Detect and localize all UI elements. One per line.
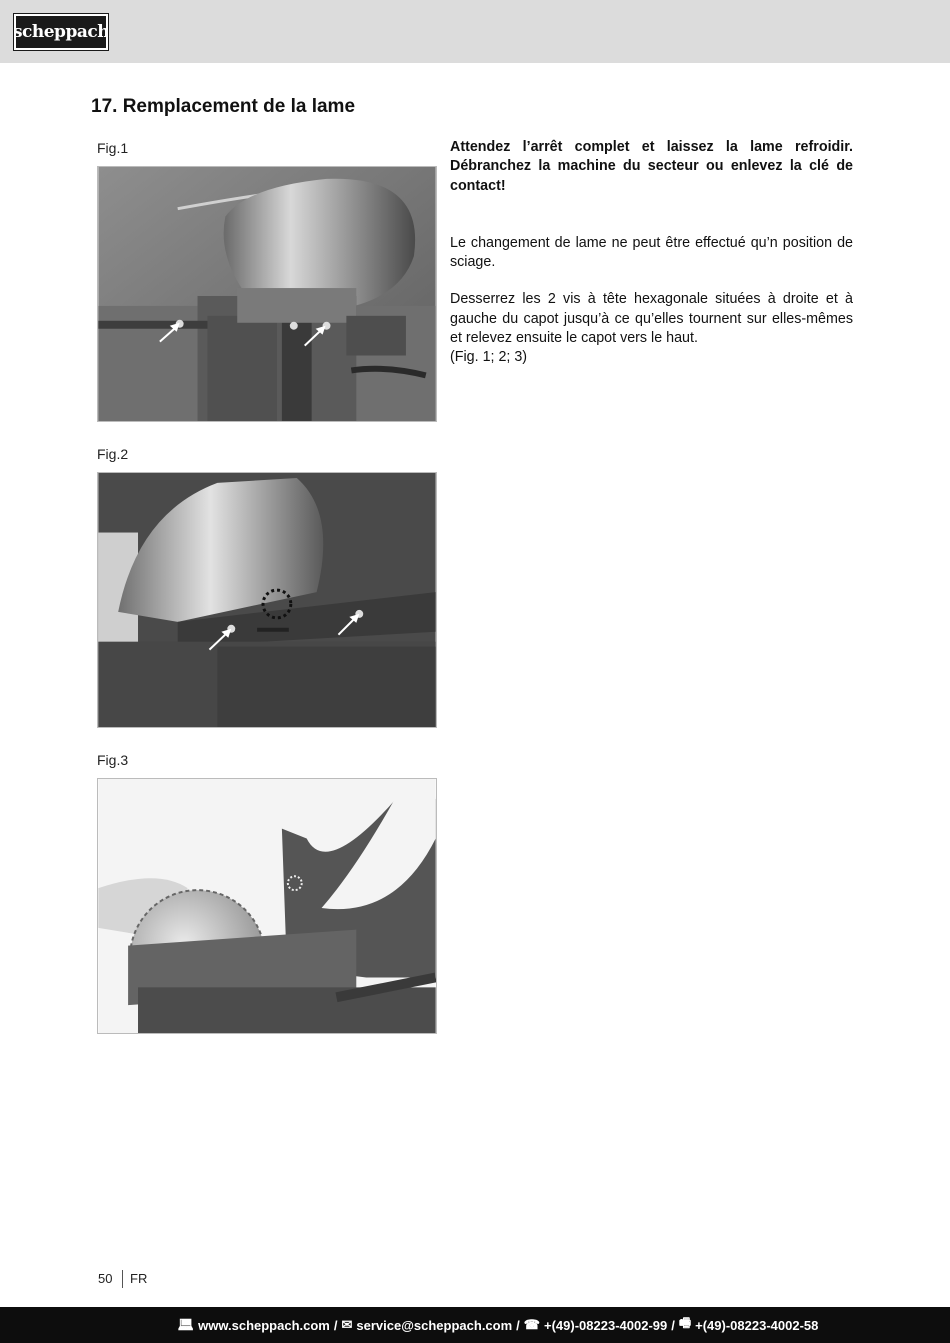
page-language: FR	[130, 1271, 148, 1286]
fig-1-photo	[97, 166, 437, 422]
fig-2-label: Fig.2	[97, 446, 129, 462]
phone-icon: ☎	[523, 1317, 540, 1332]
safety-warning: Attendez l’arrêt complet et laissez la lame refroidir. Débranchez la machine du secteur ou enlevez la clé de contact!	[450, 139, 853, 194]
fax-number: +(49)-08223-4002-58	[695, 1317, 819, 1333]
computer-icon: 💻︎	[177, 1317, 195, 1332]
fig-1-illustration	[98, 167, 436, 421]
instructions-column	[450, 138, 853, 368]
footer-separator: /	[516, 1317, 520, 1333]
section-title: 17. Remplacement de la lame	[91, 96, 356, 117]
fax-icon: 🖷︎	[678, 1315, 692, 1330]
footer-separator: /	[671, 1317, 675, 1333]
phone-number: +(49)-08223-4002-99	[544, 1317, 668, 1333]
fig-1-label: Fig.1	[97, 140, 129, 156]
fig-3-illustration	[98, 779, 436, 1033]
email-link[interactable]: service@scheppach.com	[356, 1317, 513, 1333]
page-number-divider	[122, 1270, 123, 1288]
fig-3-label: Fig.3	[97, 752, 129, 768]
footer-separator: /	[333, 1317, 338, 1333]
fig-2-illustration	[98, 473, 436, 727]
website-link[interactable]: www.scheppach.com	[198, 1317, 330, 1333]
contact-footer	[0, 1307, 950, 1343]
mail-icon: ✉︎	[341, 1317, 353, 1332]
scheppach-logo: scheppach	[14, 14, 108, 50]
header-bar	[0, 0, 950, 63]
figure-reference: (Fig. 1; 2; 3)	[450, 349, 528, 366]
blade-change-position-note: Le changement de lame ne peut être effectué qu’n position de sciage.	[450, 234, 853, 271]
page-number: 50	[98, 1271, 113, 1286]
loosen-screws-instruction	[450, 290, 853, 367]
loosen-screws-text: Desserrez les 2 vis à tête hexagonale situées à droite et à gauche du capot jusqu’à ce qu’elles tournent sur elles-mêmes et relevez ensuite le capot vers le haut.	[450, 291, 853, 347]
fig-2-photo	[97, 472, 437, 728]
fig-3-photo	[97, 778, 437, 1034]
